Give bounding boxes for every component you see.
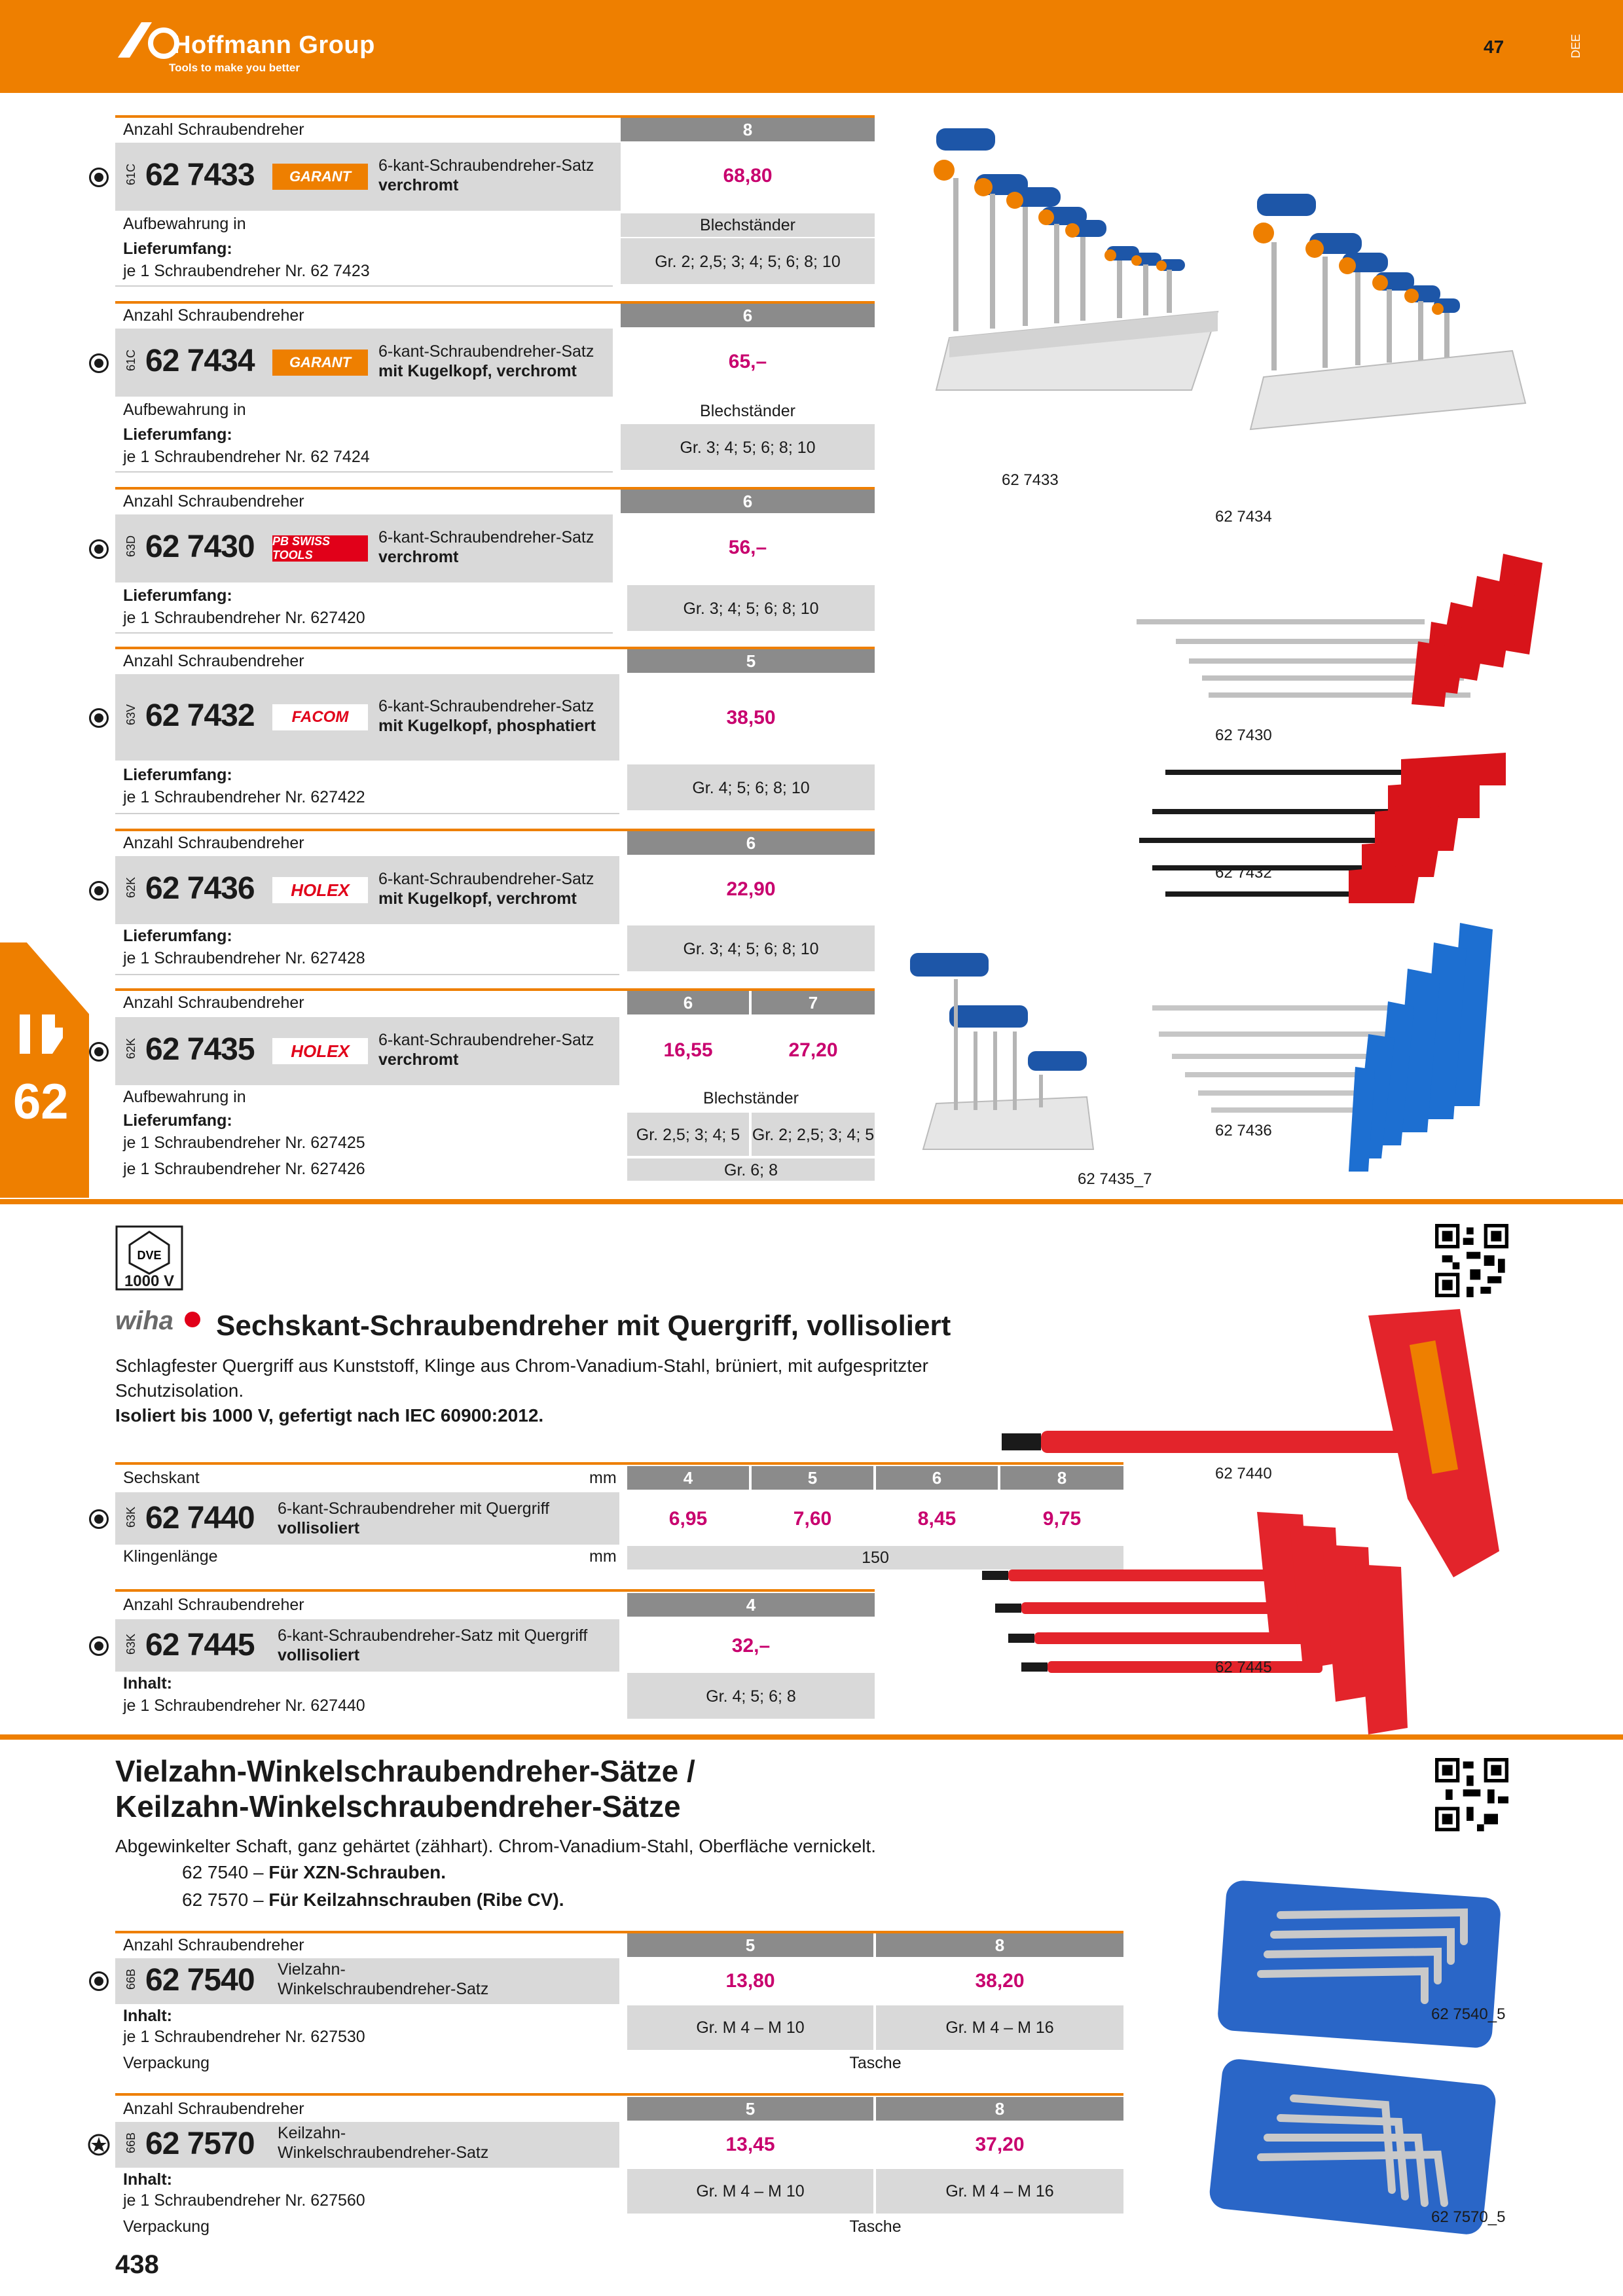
- availability-bullet-icon: [89, 1509, 109, 1529]
- scope-label: Lieferumfang:: [123, 240, 232, 258]
- scope-label: Lieferumfang:: [123, 1111, 232, 1130]
- storage-label: Aufbewahrung in: [123, 401, 246, 419]
- pack-label: Verpackung: [123, 2054, 210, 2072]
- section-separator: [0, 1199, 1623, 1204]
- availability-bullet-icon: [89, 881, 109, 901]
- article-code: 63D: [124, 535, 137, 558]
- product-description: 6-kant-Schraubendreher-Satz mit Kugelkopf, verchromt: [378, 342, 594, 380]
- tool-set-image-627436: [1139, 910, 1532, 1185]
- image-label: 62 7435_7: [1078, 1170, 1152, 1188]
- divider: [115, 285, 613, 287]
- article-number[interactable]: 62 7440: [145, 1501, 255, 1535]
- image-label: 62 7570_5: [1431, 2208, 1506, 2226]
- rule: [115, 2093, 1123, 2096]
- scope-value: Gr. 4; 5; 6; 8; 10: [692, 779, 810, 797]
- content-text: je 1 Schraubendreher Nr. 627560: [123, 2191, 365, 2210]
- article-number[interactable]: 62 7435: [145, 1032, 255, 1067]
- content-value-a: Gr. M 4 – M 10: [696, 2018, 805, 2037]
- intro-text: Abgewinkelter Schaft, ganz gehärtet (zähhart). Chrom-Vanadium-Stahl, Oberfläche vernickelt.: [115, 1836, 877, 1856]
- divider: [115, 632, 613, 634]
- article-code: 62K: [124, 1038, 137, 1060]
- pack-value: Tasche: [849, 2217, 902, 2236]
- content-value-b: Gr. M 4 – M 16: [945, 2182, 1054, 2200]
- image-label: 62 7436: [1215, 1122, 1272, 1139]
- content-value-a: Gr. M 4 – M 10: [696, 2182, 805, 2200]
- scope-value-a2: Gr. 2; 2,5; 3; 4; 5: [752, 1126, 875, 1144]
- count-value-a: 5: [627, 2097, 873, 2121]
- product-description: 6-kant-Schraubendreher-Satz verchromt: [378, 1031, 594, 1069]
- storage-label: Aufbewahrung in: [123, 1088, 246, 1106]
- product-description: 6-kant-Schraubendreher-Satz verchromt: [378, 156, 594, 194]
- section-separator: [0, 1734, 1623, 1740]
- section-title-line-2: Keilzahn-Winkelschraubendreher-Sätze: [115, 1789, 681, 1823]
- scope-value: Gr. 3; 4; 5; 6; 8; 10: [683, 600, 819, 618]
- scope-value: Gr. 2; 2,5; 3; 4; 5; 6; 8; 10: [655, 253, 841, 271]
- scope-text: je 1 Schraubendreher Nr. 627420: [123, 609, 365, 627]
- image-label: 62 7440: [1215, 1465, 1272, 1482]
- article-number[interactable]: 62 7436: [145, 871, 255, 906]
- price-size-8: 9,75: [1042, 1508, 1082, 1530]
- article-code: 61C: [124, 350, 137, 372]
- article-number[interactable]: 62 7570: [145, 2126, 255, 2161]
- rule: [115, 1589, 875, 1592]
- wiha-dot-icon: [185, 1312, 200, 1327]
- blade-unit: mm: [589, 1547, 617, 1566]
- rule: [115, 1462, 1123, 1465]
- page-number-bottom: 438: [115, 2250, 159, 2279]
- product-description: 6-kant-Schraubendreher-Satz mit Quergriff vollisoliert: [278, 1626, 588, 1664]
- content-label: Inhalt:: [123, 1674, 172, 1693]
- price: 32,–: [731, 1635, 771, 1657]
- availability-bullet-icon: [89, 1971, 109, 1991]
- blade-value: 150: [862, 1549, 889, 1567]
- tool-set-image-627432: [1113, 740, 1519, 923]
- article-number[interactable]: 62 7434: [145, 344, 255, 378]
- availability-star-icon: [88, 2134, 110, 2156]
- article-number[interactable]: 62 7430: [145, 529, 255, 564]
- pack-value: Tasche: [849, 2054, 902, 2072]
- brand-logo-holex: HOLEX: [272, 1038, 368, 1064]
- image-label: 62 7432: [1215, 864, 1272, 882]
- content-label: Inhalt:: [123, 2007, 172, 2025]
- image-label: 62 7540_5: [1431, 2005, 1506, 2023]
- tool-stand-image-627433: [930, 115, 1224, 469]
- count-value-b: 8: [876, 1933, 1123, 1957]
- count-value: 4: [627, 1593, 875, 1617]
- availability-bullet-icon: [89, 168, 109, 187]
- availability-bullet-icon: [89, 1636, 109, 1656]
- content-value-b: Gr. M 4 – M 16: [945, 2018, 1054, 2037]
- price: 22,90: [726, 878, 776, 900]
- content-value: Gr. 4; 5; 6; 8: [706, 1687, 796, 1706]
- qr-code-icon[interactable]: [1435, 1758, 1508, 1831]
- svg-text:DVE: DVE: [137, 1249, 162, 1262]
- brand-logo-pb-swiss-tools: PB SWISS TOOLS: [272, 535, 368, 562]
- page-number-top: 47: [1484, 37, 1504, 57]
- price: 38,50: [726, 707, 776, 728]
- count-value-b: 8: [876, 2097, 1123, 2121]
- article-code: 61C: [124, 164, 137, 186]
- image-label: 62 7434: [1215, 508, 1272, 526]
- chapter-tab: [0, 942, 89, 1198]
- brand-logo-wiha: wiha: [115, 1306, 173, 1335]
- divider: [115, 813, 619, 814]
- count-label: Anzahl Schraubendreher: [123, 994, 304, 1012]
- divider: [115, 471, 613, 473]
- intro-line-3: Isoliert bis 1000 V, gefertigt nach IEC 60900:2012.: [115, 1405, 544, 1426]
- price-size-6: 8,45: [917, 1508, 957, 1530]
- scope-text: je 1 Schraubendreher Nr. 627428: [123, 949, 365, 967]
- count-value-a: 5: [627, 1933, 873, 1957]
- scope-text-b: je 1 Schraubendreher Nr. 627426: [123, 1160, 365, 1178]
- count-value: 5: [627, 649, 875, 673]
- content-text: je 1 Schraubendreher Nr. 627530: [123, 2028, 365, 2046]
- count-value-a: 6: [627, 991, 749, 1014]
- article-number[interactable]: 62 7433: [145, 158, 255, 192]
- intro-line-2: Schutzisolation.: [115, 1380, 244, 1401]
- count-label: Anzahl Schraubendreher: [123, 1596, 304, 1614]
- article-code: 62K: [124, 877, 137, 899]
- brand-logo-facom: FACOM: [272, 704, 368, 730]
- price-a: 13,45: [725, 2134, 775, 2155]
- scope-label: Lieferumfang:: [123, 927, 232, 945]
- scope-text: je 1 Schraubendreher Nr. 62 7423: [123, 262, 370, 280]
- size-label: Sechskant: [123, 1469, 200, 1487]
- vde-voltage: 1000 V: [124, 1272, 175, 1290]
- pouch-image-627540: [1202, 1876, 1510, 2053]
- availability-bullet-icon: [89, 539, 109, 559]
- count-label: Anzahl Schraubendreher: [123, 120, 304, 139]
- pack-label: Verpackung: [123, 2217, 210, 2236]
- article-number[interactable]: 62 7432: [145, 698, 255, 733]
- count-label: Anzahl Schraubendreher: [123, 652, 304, 670]
- note-2: 62 7570 – Für Keilzahnschrauben (Ribe CV).: [182, 1890, 564, 1910]
- brand-tagline: Tools to make you better: [169, 62, 300, 74]
- size-8: 8: [1000, 1466, 1123, 1490]
- scope-value-a1: Gr. 2,5; 3; 4; 5: [636, 1126, 740, 1144]
- count-label: Anzahl Schraubendreher: [123, 306, 304, 325]
- scope-label: Lieferumfang:: [123, 586, 232, 605]
- price: 65,–: [728, 351, 767, 372]
- count-label: Anzahl Schraubendreher: [123, 492, 304, 511]
- tool-set-image-627445: [982, 1505, 1414, 1754]
- price: 68,80: [723, 165, 773, 187]
- tools-icon: [16, 1008, 68, 1060]
- article-number[interactable]: 62 7445: [145, 1628, 255, 1662]
- intro-line-1: Schlagfester Quergriff aus Kunststoff, Klinge aus Chrom-Vanadium-Stahl, brüniert, mit aufgespritzter: [115, 1355, 928, 1376]
- count-value: 6: [621, 490, 875, 513]
- availability-bullet-icon: [89, 353, 109, 373]
- brand-logo-garant: GARANT: [272, 164, 368, 190]
- availability-bullet-icon: [89, 708, 109, 728]
- product-description: 6-kant-Schraubendreher mit Quergriff vollisoliert: [278, 1499, 550, 1537]
- count-label: Anzahl Schraubendreher: [123, 1936, 304, 1954]
- count-value: 8: [621, 118, 875, 141]
- section-title: Sechskant-Schraubendreher mit Quergriff, vollisoliert: [216, 1310, 951, 1342]
- storage-label: Aufbewahrung in: [123, 215, 246, 233]
- section-title-line-1: Vielzahn-Winkelschraubendreher-Sätze /: [115, 1754, 695, 1788]
- price: 56,–: [728, 537, 767, 558]
- storage-value: Blechständer: [703, 1089, 799, 1107]
- count-label: Anzahl Schraubendreher: [123, 834, 304, 852]
- count-value: 6: [621, 304, 875, 327]
- blade-length-label: Klingenlänge: [123, 1547, 218, 1566]
- divider: [115, 974, 619, 975]
- qr-code-icon[interactable]: [1435, 1224, 1508, 1297]
- article-code: 66B: [124, 2132, 137, 2154]
- brand-name: Hoffmann Group: [173, 31, 375, 59]
- content-text: je 1 Schraubendreher Nr. 627440: [123, 1696, 365, 1715]
- scope-label: Lieferumfang:: [123, 425, 232, 444]
- note-1: 62 7540 – Für XZN-Schrauben.: [182, 1862, 447, 1882]
- image-label: 62 7433: [1002, 471, 1059, 489]
- image-label: 62 7445: [1215, 1659, 1272, 1676]
- tool-set-image-627430: [1137, 550, 1556, 733]
- size-5: 5: [752, 1466, 873, 1490]
- brand-logo-holex: HOLEX: [272, 877, 368, 903]
- product-description: 6-kant-Schraubendreher-Satz mit Kugelkopf, phosphatiert: [378, 697, 596, 735]
- article-number[interactable]: 62 7540: [145, 1963, 255, 1998]
- language-code: DEE: [1569, 34, 1582, 59]
- unit-label: mm: [589, 1469, 617, 1487]
- scope-text-a: je 1 Schraubendreher Nr. 627425: [123, 1134, 365, 1152]
- price-a: 13,80: [725, 1970, 775, 1992]
- price-a: 16,55: [663, 1039, 713, 1061]
- image-label: 62 7430: [1215, 726, 1272, 744]
- scope-label: Lieferumfang:: [123, 766, 232, 784]
- scope-text: je 1 Schraubendreher Nr. 62 7424: [123, 448, 370, 466]
- product-description: Vielzahn- Winkelschraubendreher-Satz: [278, 1960, 489, 1998]
- scope-value-b: Gr. 6; 8: [724, 1161, 778, 1179]
- storage-value: Blechständer: [700, 402, 795, 420]
- scope-value: Gr. 3; 4; 5; 6; 8; 10: [680, 439, 816, 457]
- product-description: 6-kant-Schraubendreher-Satz verchromt: [378, 528, 594, 566]
- price-b: 27,20: [788, 1039, 838, 1061]
- product-description: Keilzahn- Winkelschraubendreher-Satz: [278, 2124, 489, 2162]
- chapter-number: 62: [13, 1074, 69, 1130]
- article-code: 63V: [124, 704, 137, 726]
- price-size-5: 7,60: [793, 1508, 832, 1530]
- size-6: 6: [876, 1466, 998, 1490]
- price-size-4: 6,95: [668, 1508, 708, 1530]
- price-b: 37,20: [975, 2134, 1025, 2155]
- count-value: 6: [627, 831, 875, 855]
- product-description: 6-kant-Schraubendreher-Satz mit Kugelkopf, verchromt: [378, 870, 594, 908]
- tool-stand-image-627434: [1237, 181, 1545, 508]
- count-label: Anzahl Schraubendreher: [123, 2100, 304, 2118]
- scope-text: je 1 Schraubendreher Nr. 627422: [123, 788, 365, 806]
- scope-value: Gr. 3; 4; 5; 6; 8; 10: [683, 940, 819, 958]
- availability-bullet-icon: [89, 1042, 109, 1062]
- size-4: 4: [627, 1466, 749, 1490]
- article-code: 66B: [124, 1969, 137, 1990]
- brand-logo-garant: GARANT: [272, 350, 368, 376]
- article-code: 63K: [124, 1507, 137, 1528]
- count-value-b: 7: [752, 991, 875, 1014]
- storage-value: Blechständer: [700, 216, 795, 234]
- tool-stand-image-627435: [910, 940, 1100, 1195]
- content-label: Inhalt:: [123, 2170, 172, 2189]
- article-code: 63K: [124, 1634, 137, 1655]
- price-b: 38,20: [975, 1970, 1025, 1992]
